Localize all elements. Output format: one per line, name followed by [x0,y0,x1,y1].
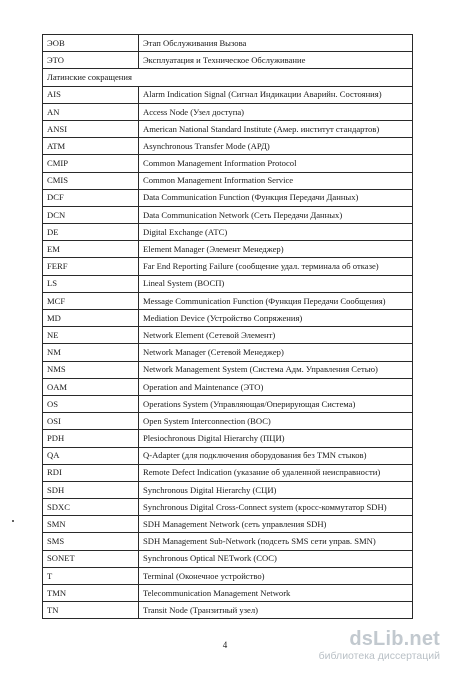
section-header-row [43,69,413,86]
table-row [43,310,413,327]
abbreviation-cell: PDH [43,430,139,447]
table-row [43,567,413,584]
description-cell: Asynchronous Transfer Mode (АРД) [139,138,413,155]
abbreviation-cell: OAM [43,378,139,395]
description-cell: SDH Management Sub-Network (подсеть SMS сети управ. SMN) [139,533,413,550]
abbreviation-cell: ЭОВ [43,35,139,52]
table-row [43,258,413,275]
table-row [43,602,413,619]
description-cell: Far End Reporting Failure (сообщение удал. терминала об отказе) [139,258,413,275]
site-watermark [300,629,440,663]
table-row [43,499,413,516]
page-number: 4 [222,640,228,650]
description-cell: Network Manager (Сетевой Менеджер) [139,344,413,361]
abbreviations-table-body [43,35,413,619]
abbreviation-cell: NMS [43,361,139,378]
description-cell: Synchronous Digital Hierarchy (СЦИ) [139,481,413,498]
description-cell: Q-Adapter (для подключения оборудования без TMN стыков) [139,447,413,464]
abbreviation-cell: SDH [43,481,139,498]
abbreviation-cell: MD [43,310,139,327]
description-cell: Remote Defect Indication (указание об удаленной неисправности) [139,464,413,481]
description-cell: Element Manager (Элемент Менеджер) [139,241,413,258]
table-row [43,481,413,498]
description-cell: Digital Exchange (АТС) [139,224,413,241]
table-row [43,516,413,533]
abbreviation-cell: EM [43,241,139,258]
table-row [43,361,413,378]
description-cell: Common Management Information Protocol [139,155,413,172]
table-row [43,430,413,447]
description-cell: Alarm Indication Signal (Сигнал Индикации Аварийн. Состояния) [139,86,413,103]
abbreviation-cell: NM [43,344,139,361]
description-cell: Этап Обслуживания Вызова [139,35,413,52]
abbreviation-cell: AN [43,103,139,120]
description-cell: Lineal System (ВОСП) [139,275,413,292]
watermark-title: dsLib.net [349,628,440,650]
table-row [43,533,413,550]
abbreviation-cell: SONET [43,550,139,567]
description-cell: Open System Interconnection (ВОС) [139,413,413,430]
table-row [43,344,413,361]
abbreviation-cell: FERF [43,258,139,275]
description-cell: Common Management Information Service [139,172,413,189]
table-row [43,103,413,120]
abbreviation-cell: TMN [43,585,139,602]
description-cell: Operations System (Управляющая/Оперирующая Система) [139,395,413,412]
description-cell: Terminal (Оконечное устройство) [139,567,413,584]
description-cell: Telecommunication Management Network [139,585,413,602]
table-row [43,52,413,69]
description-cell: Synchronous Digital Cross-Connect system (кросс-коммутатор SDH) [139,499,413,516]
description-cell: Transit Node (Транзитный узел) [139,602,413,619]
description-cell: Network Element (Сетевой Элемент) [139,327,413,344]
table-row [43,395,413,412]
abbreviation-cell: SMS [43,533,139,550]
abbreviation-cell: CMIP [43,155,139,172]
table-row [43,224,413,241]
abbreviation-cell: RDI [43,464,139,481]
table-row [43,585,413,602]
watermark-subtitle: библиотека диссертаций [318,650,440,662]
abbreviation-cell: OS [43,395,139,412]
table-row [43,275,413,292]
description-cell: Message Communication Function (Функция Передачи Сообщения) [139,292,413,309]
abbreviation-cell: SMN [43,516,139,533]
table-row [43,241,413,258]
description-cell: SDH Management Network (сеть управления SDH) [139,516,413,533]
abbreviation-cell: T [43,567,139,584]
table-row [43,189,413,206]
table-row [43,292,413,309]
abbreviation-cell: ANSI [43,120,139,137]
abbreviation-cell: MCF [43,292,139,309]
abbreviation-cell: NE [43,327,139,344]
abbreviation-cell: AIS [43,86,139,103]
abbreviation-cell: TN [43,602,139,619]
description-cell: Access Node (Узел доступа) [139,103,413,120]
stray-mark [12,520,14,522]
table-row [43,206,413,223]
table-row [43,447,413,464]
description-cell: Mediation Device (Устройство Сопряжения) [139,310,413,327]
table-row [43,120,413,137]
abbreviation-cell: ЭТО [43,52,139,69]
abbreviation-cell: SDXC [43,499,139,516]
table-row [43,550,413,567]
table-row [43,413,413,430]
section-header: Латинские сокращения [43,69,413,86]
description-cell: Operation and Maintenance (ЭТО) [139,378,413,395]
table-row [43,138,413,155]
description-cell: Network Management System (Система Адм. Управления Сетью) [139,361,413,378]
abbreviation-cell: DCF [43,189,139,206]
description-cell: Synchronous Optical NETwork (СОС) [139,550,413,567]
table-row [43,378,413,395]
abbreviation-cell: LS [43,275,139,292]
abbreviation-cell: QA [43,447,139,464]
table-row [43,172,413,189]
abbreviations-table [42,34,413,619]
table-row [43,327,413,344]
description-cell: Data Communication Function (Функция Передачи Данных) [139,189,413,206]
table-row [43,155,413,172]
description-cell: Plesiochronous Digital Hierarchy (ПЦИ) [139,430,413,447]
abbreviation-cell: ATM [43,138,139,155]
description-cell: Эксплуатация и Техническое Обслуживание [139,52,413,69]
description-cell: American National Standard Institute (Амер. институт стандартов) [139,120,413,137]
abbreviation-cell: DCN [43,206,139,223]
table-row [43,86,413,103]
abbreviation-cell: OSI [43,413,139,430]
abbreviation-cell: CMIS [43,172,139,189]
description-cell: Data Communication Network (Сеть Передачи Данных) [139,206,413,223]
table-row [43,35,413,52]
table-row [43,464,413,481]
abbreviation-cell: DE [43,224,139,241]
